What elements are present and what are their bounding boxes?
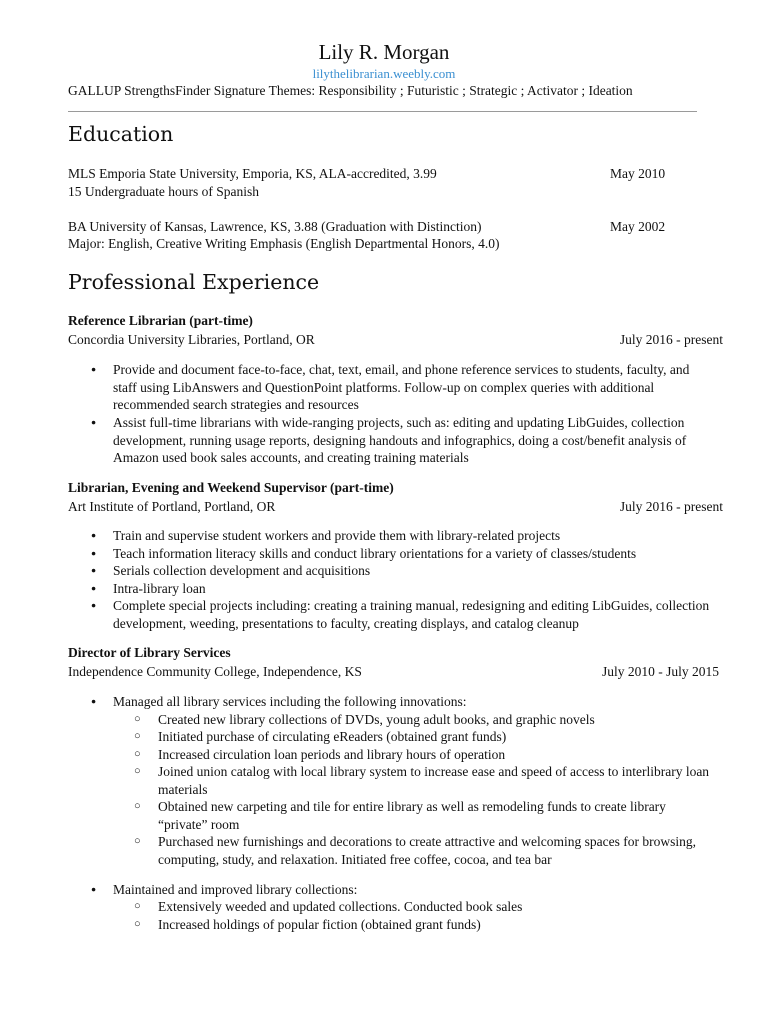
job-3-sub-6: ○ Purchased new furnishings and decorations to create attractive and welcoming spaces for browsing, computing, study, and relaxation. Initiated free coffee, cocoa, and tea bar (158, 833, 713, 868)
experience-heading: Professional Experience (68, 270, 320, 294)
job-3-sub-5: ○ Obtained new carpeting and tile for entire library as well as remodeling funds to create library “private” room (158, 798, 713, 833)
job-2-org: Art Institute of Portland, Portland, OR (68, 499, 276, 514)
education-heading: Education (68, 122, 174, 146)
education-entry-1-line2: 15 Undergraduate hours of Spanish (68, 184, 259, 199)
job-1-org: Concordia University Libraries, Portland, OR (68, 332, 315, 347)
header-divider (68, 111, 697, 112)
education-entry-2-date: May 2002 (610, 219, 666, 234)
job-2-bullet-1: ● Train and supervise student workers and provide them with library-related projects (113, 527, 713, 545)
job-1-dates: July 2016 - present (619, 332, 723, 347)
job-3-sub-1: ○ Created new library collections of DVDs, young adult books, and graphic novels (158, 711, 713, 729)
job-3-org: Independence Community College, Independence, KS (68, 664, 362, 679)
job-3-bullet-1: ● Managed all library services including the following innovations: (113, 693, 713, 711)
website-link[interactable]: lilythelibrarian.weebly.com (312, 66, 456, 81)
job-2-title: Librarian, Evening and Weekend Supervisor (part-time) (68, 480, 394, 495)
job-2-dates: July 2016 - present (619, 499, 723, 514)
job-2-bullet-2: ● Teach information literacy skills and conduct library orientations for a variety of classes/students (113, 545, 713, 563)
job-2-bullet-4: ● Intra-library loan (113, 580, 713, 598)
job-3-sub-3: ○ Increased circulation loan periods and library hours of operation (158, 746, 713, 764)
job-3-sub-7: ○ Extensively weeded and updated collections. Conducted book sales (158, 898, 713, 916)
candidate-name: Lily R. Morgan (318, 40, 450, 64)
education-entry-2-line1: BA University of Kansas, Lawrence, KS, 3.88 (Graduation with Distinction) (68, 219, 482, 234)
education-entry-1-date: May 2010 (610, 166, 666, 181)
job-3-title: Director of Library Services (68, 645, 231, 660)
job-3-sub-4: ○ Joined union catalog with local library system to increase ease and speed of access to interlibrary loan materials (158, 763, 713, 798)
job-3-bullet-2: ● Maintained and improved library collections: (113, 881, 713, 899)
job-2-bullet-5: ● Complete special projects including: creating a training manual, redesigning and editing LibGuides, collection development, weeding, presentations to faculty, creating displays, and catalog cleanup (113, 597, 713, 632)
job-1-bullet-1: ● Provide and document face-to-face, chat, text, email, and phone reference services to students, faculty, and staff using LibAnswers and QuestionPoint platforms. Follow-up on complex queries with additional recommended search strategies and resources (113, 361, 713, 414)
job-2-bullet-3: ● Serials collection development and acquisitions (113, 562, 713, 580)
education-entry-2-line2: Major: English, Creative Writing Emphasis (English Departmental Honors, 4.0) (68, 236, 500, 251)
job-3-sub-2: ○ Initiated purchase of circulating eReaders (obtained grant funds) (158, 728, 713, 746)
job-1-title: Reference Librarian (part-time) (68, 313, 253, 328)
job-1-bullet-2: ● Assist full-time librarians with wide-ranging projects, such as: editing and updating LibGuides, collection development, running usage reports, designing handouts and infographics, doing a cost/benefit analysis of Amazon used book sales accounts, and creating training materials (113, 414, 713, 467)
education-entry-1-line1: MLS Emporia State University, Emporia, KS, ALA-accredited, 3.99 (68, 166, 437, 181)
gallup-themes: GALLUP StrengthsFinder Signature Themes: Responsibility ; Futuristic ; Strategic ; Activator ; Ideation (68, 83, 633, 98)
job-3-sub-8: ○ Increased holdings of popular fiction (obtained grant funds) (158, 916, 713, 934)
job-3-dates: July 2010 - July 2015 (601, 664, 719, 679)
